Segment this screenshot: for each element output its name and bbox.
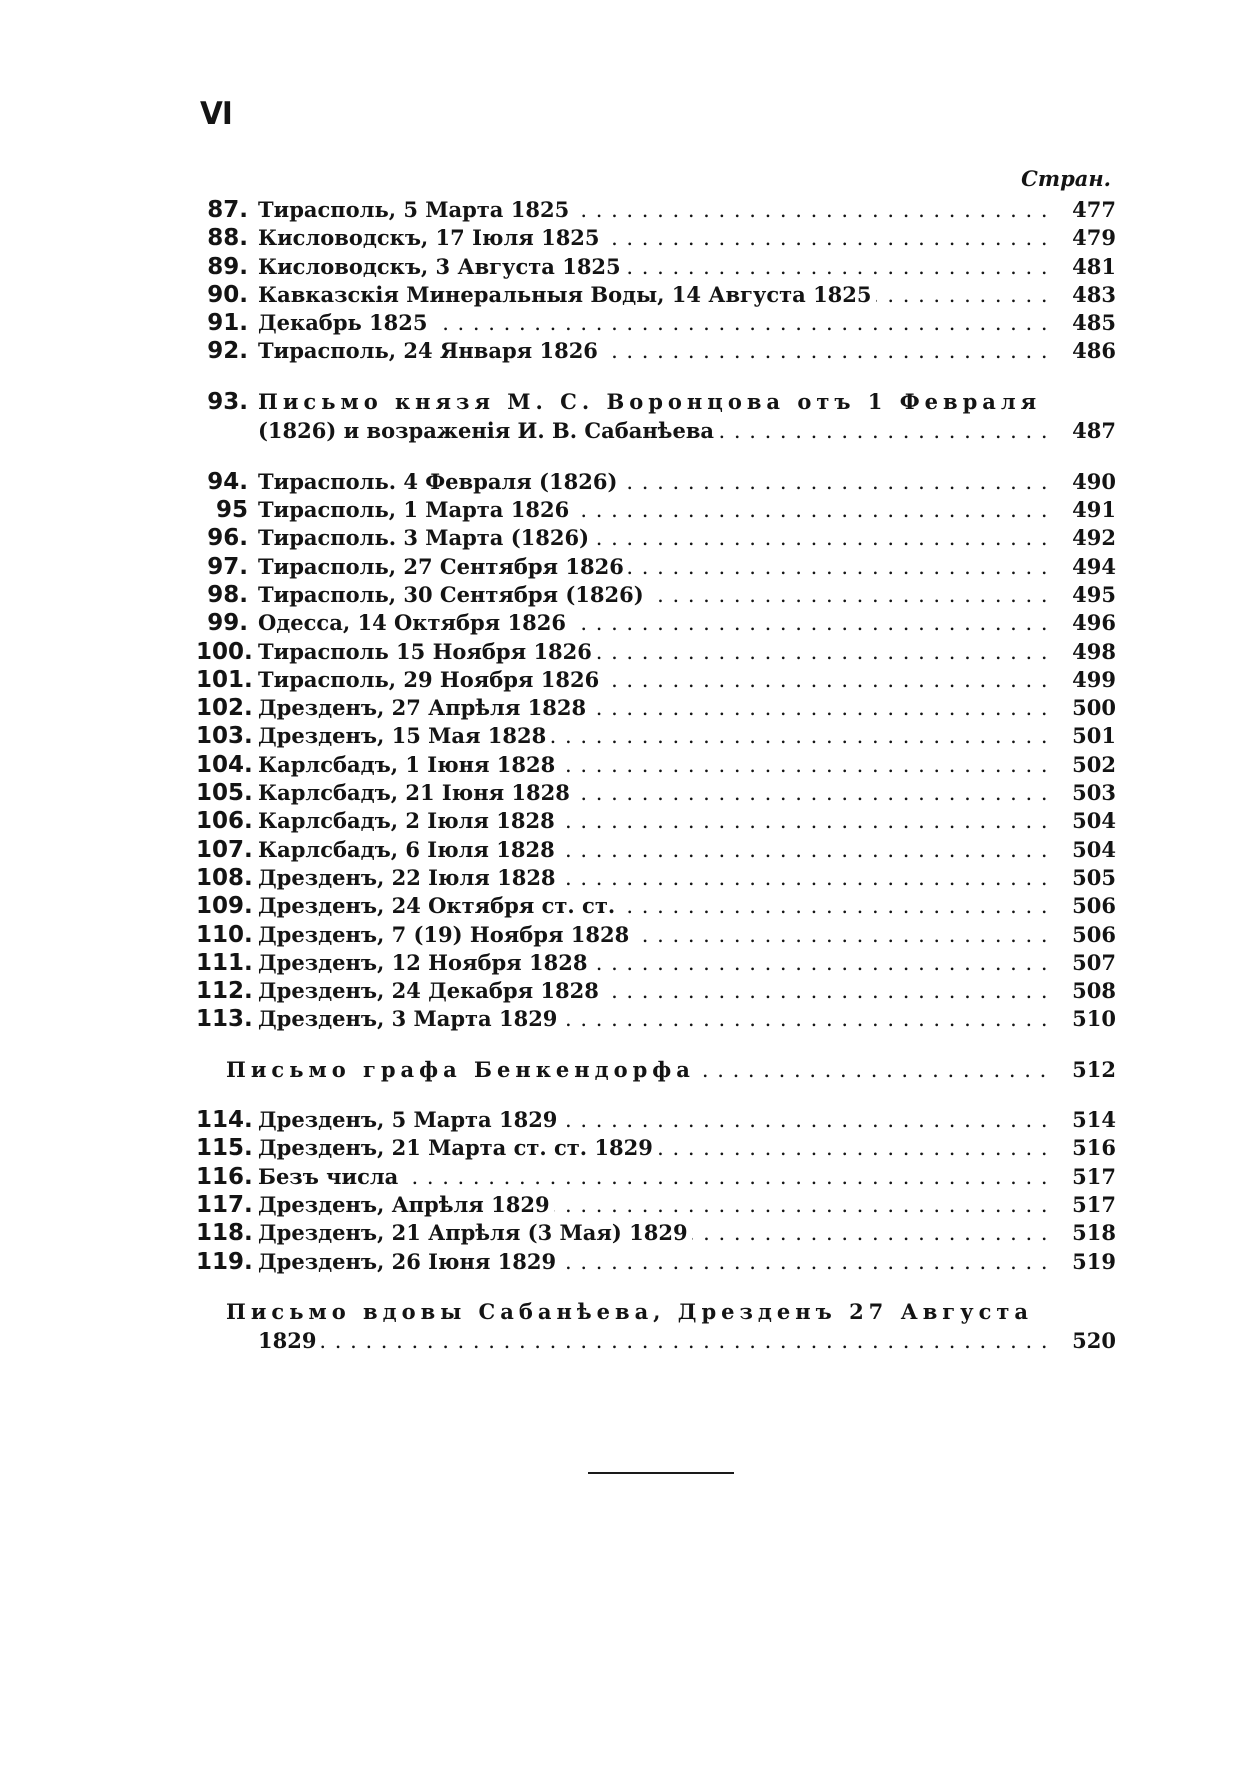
entry-title: Дрезденъ, 26 Іюня 1829 . . . <box>258 1248 1054 1276</box>
entry-title: Тирасполь 15 Ноября 1826 . . . <box>258 638 1054 666</box>
toc-entry[interactable] <box>196 892 1116 920</box>
entry-title: Дрезденъ, 27 Апрѣля 1828 . . . <box>258 694 1054 722</box>
entry-number: 103. <box>196 723 253 750</box>
entry-number: 88. <box>207 225 248 252</box>
entry-number: 113. <box>196 1006 253 1033</box>
entry-title: Тирасполь, 24 Января 1826 . . . <box>258 337 1054 365</box>
entry-title: Дрезденъ, 15 Мая 1828 . . . <box>258 722 1054 750</box>
toc-entry[interactable] <box>196 1106 1116 1134</box>
entry-number: 105. <box>196 780 253 807</box>
entry-title: Карлсбадъ, 1 Іюня 1828 . . . <box>258 751 1054 779</box>
entry-page: 506 <box>1060 921 1116 949</box>
entry-number: 109. <box>196 893 253 920</box>
entry-page: 496 <box>1060 609 1116 637</box>
entry-number: 114. <box>196 1107 253 1134</box>
entry-title: Тирасполь. 4 Февраля (1826) . . . <box>258 468 1054 496</box>
entry-number: 90. <box>207 281 248 308</box>
entry-page: 501 <box>1060 722 1116 750</box>
entry-page: 486 <box>1060 337 1116 365</box>
entry-page: 504 <box>1060 807 1116 835</box>
entry-title: Тирасполь. 3 Марта (1826) . . . <box>258 524 1054 552</box>
entry-title: Одесса, 14 Октября 1826 . . . <box>258 609 1054 637</box>
toc-entry[interactable] <box>196 949 1116 977</box>
toc-entry[interactable] <box>196 224 1116 252</box>
entry-title-line1: Письмо князя М. С. Воронцова отъ 1 Февраля <box>258 388 1042 414</box>
toc-entry[interactable] <box>196 281 1116 309</box>
entry-title: Дрезденъ, 3 Марта 1829 . . . <box>258 1005 1054 1033</box>
toc-group-1 <box>196 196 1116 366</box>
entry-page: 517 <box>1060 1163 1116 1191</box>
toc-entry[interactable] <box>196 779 1116 807</box>
entry-title: Дрезденъ, 24 Декабря 1828 . . . <box>258 977 1054 1005</box>
entry-title: Карлсбадъ, 6 Іюля 1828 . . . <box>258 836 1054 864</box>
entry-number: 98. <box>207 581 248 608</box>
entry-page: 516 <box>1060 1134 1116 1162</box>
entry-title: Кавказскія Минеральныя Воды, 14 Августа 1825 . . . <box>258 281 1054 309</box>
entry-page: 494 <box>1060 553 1116 581</box>
toc-entry[interactable] <box>196 751 1116 779</box>
toc-entry[interactable] <box>196 196 1116 224</box>
entry-number: 104. <box>196 751 253 778</box>
toc-entry[interactable] <box>196 337 1116 365</box>
toc-entry[interactable] <box>196 496 1116 524</box>
entry-page: 481 <box>1060 253 1116 281</box>
table-of-contents <box>196 196 1116 1356</box>
toc-entry[interactable] <box>196 638 1116 666</box>
entry-title: Тирасполь, 1 Марта 1826 . . . <box>258 496 1054 524</box>
toc-entry[interactable] <box>196 609 1116 637</box>
entry-title-line2: 1829 . . . <box>258 1327 1054 1355</box>
entry-title: Дрезденъ, 7 (19) Ноября 1828 . . . <box>258 921 1054 949</box>
entry-number: 94. <box>207 468 248 495</box>
toc-entry[interactable] <box>196 722 1116 750</box>
entry-number: 117. <box>196 1191 253 1218</box>
entry-page: 512 <box>1060 1056 1116 1084</box>
toc-group-3 <box>196 1106 1116 1276</box>
entry-number: 89. <box>207 253 248 280</box>
entry-page: 520 <box>1060 1327 1116 1355</box>
entry-page: 514 <box>1060 1106 1116 1134</box>
entry-number: 96. <box>207 525 248 552</box>
entry-title: Письмо графа Бенкендорфа . . . <box>226 1056 1054 1084</box>
entry-title: Дрезденъ, 5 Марта 1829 . . . <box>258 1106 1054 1134</box>
entry-number: 116. <box>196 1163 253 1190</box>
toc-entry[interactable] <box>196 309 1116 337</box>
toc-entry[interactable] <box>196 581 1116 609</box>
entry-title: Тирасполь, 30 Сентября (1826) . . . <box>258 581 1054 609</box>
closing-rule <box>588 1472 734 1474</box>
entry-number: 92. <box>207 338 248 365</box>
entry-number: 112. <box>196 978 253 1005</box>
toc-entry[interactable] <box>196 666 1116 694</box>
entry-page: 490 <box>1060 468 1116 496</box>
entry-title: Декабрь 1825 . . . <box>258 309 1054 337</box>
entry-number: 87. <box>207 197 248 223</box>
toc-entry-widow-letter[interactable] <box>196 1298 1116 1356</box>
toc-entry[interactable] <box>196 836 1116 864</box>
toc-entry[interactable] <box>196 1163 1116 1191</box>
entry-page: 483 <box>1060 281 1116 309</box>
page-number: VI <box>200 96 232 132</box>
entry-page: 499 <box>1060 666 1116 694</box>
toc-entry-93[interactable] <box>196 388 1116 446</box>
toc-entry[interactable] <box>196 977 1116 1005</box>
entry-title: Тирасполь, 5 Марта 1825 . . . <box>258 196 1054 224</box>
toc-entry[interactable] <box>196 864 1116 892</box>
entry-title: Тирасполь, 29 Ноября 1826 . . . <box>258 666 1054 694</box>
entry-page: 518 <box>1060 1219 1116 1247</box>
entry-number: 101. <box>196 666 253 693</box>
toc-entry[interactable] <box>196 1248 1116 1276</box>
toc-entry[interactable] <box>196 1191 1116 1219</box>
entry-title: Дрезденъ, 21 Марта ст. ст. 1829 . . . <box>258 1134 1054 1162</box>
entry-number: 97. <box>207 553 248 580</box>
entry-title: Дрезденъ, 12 Ноября 1828 . . . <box>258 949 1054 977</box>
toc-entry[interactable] <box>196 253 1116 281</box>
entry-title: Карлсбадъ, 21 Іюня 1828 . . . <box>258 779 1054 807</box>
toc-entry[interactable] <box>196 468 1116 496</box>
entry-page: 504 <box>1060 836 1116 864</box>
entry-number: 118. <box>196 1220 253 1247</box>
entry-page: 477 <box>1060 196 1116 224</box>
toc-entry[interactable] <box>196 524 1116 552</box>
entry-number: 110. <box>196 921 253 948</box>
toc-entry[interactable] <box>196 1134 1116 1162</box>
entry-title-line2: (1826) и возраженія И. В. Сабанѣева . . . <box>258 417 1054 445</box>
entry-page: 498 <box>1060 638 1116 666</box>
entry-page: 479 <box>1060 224 1116 252</box>
entry-number: 106. <box>196 808 253 835</box>
entry-title: Кисловодскъ, 17 Іюля 1825 . . . <box>258 224 1054 252</box>
entry-page: 508 <box>1060 977 1116 1005</box>
entry-page: 507 <box>1060 949 1116 977</box>
entry-page: 505 <box>1060 864 1116 892</box>
entry-page: 500 <box>1060 694 1116 722</box>
entry-title: Безъ числа . . . <box>258 1163 1054 1191</box>
entry-page: 503 <box>1060 779 1116 807</box>
entry-title: Дрезденъ, 22 Іюля 1828 . . . <box>258 864 1054 892</box>
entry-title-line1: Письмо вдовы Сабанѣева, Дрезденъ 27 Августа <box>226 1298 1034 1324</box>
entry-title: Дрезденъ, Апрѣля 1829 . . . <box>258 1191 1054 1219</box>
entry-number: 102. <box>196 695 253 722</box>
toc-entry-benckendorff[interactable] <box>196 1056 1116 1084</box>
entry-number: 91. <box>207 310 248 337</box>
toc-group-2 <box>196 468 1116 1034</box>
entry-page: 492 <box>1060 524 1116 552</box>
entry-title: Дрезденъ, 21 Апрѣля (3 Мая) 1829 . . . <box>258 1219 1054 1247</box>
entry-page: 510 <box>1060 1005 1116 1033</box>
entry-page: 485 <box>1060 309 1116 337</box>
toc-entry[interactable] <box>196 1219 1116 1247</box>
entry-number: 108. <box>196 864 253 891</box>
column-heading-pages: Стран. <box>1021 166 1111 191</box>
entry-number: 107. <box>196 836 253 863</box>
toc-entry[interactable] <box>196 694 1116 722</box>
entry-page: 506 <box>1060 892 1116 920</box>
entry-page: 502 <box>1060 751 1116 779</box>
entry-title: Карлсбадъ, 2 Іюля 1828 . . . <box>258 807 1054 835</box>
entry-title: Дрезденъ, 24 Октября ст. ст. . . . <box>258 892 1054 920</box>
toc-entry[interactable] <box>196 921 1116 949</box>
entry-page: 487 <box>1060 417 1116 445</box>
entry-number: 95 <box>215 497 248 524</box>
entry-page: 517 <box>1060 1191 1116 1219</box>
entry-number: 111. <box>196 949 253 976</box>
entry-number: 99. <box>207 610 248 637</box>
entry-number: 119. <box>196 1248 253 1275</box>
entry-page: 495 <box>1060 581 1116 609</box>
entry-number: 100. <box>196 638 253 665</box>
toc-entry[interactable] <box>196 553 1116 581</box>
entry-title: Тирасполь, 27 Сентября 1826 . . . <box>258 553 1054 581</box>
entry-number: 93. <box>207 388 248 415</box>
entry-title: Кисловодскъ, 3 Августа 1825 . . . <box>258 253 1054 281</box>
toc-entry[interactable] <box>196 807 1116 835</box>
entry-page: 491 <box>1060 496 1116 524</box>
entry-number: 115. <box>196 1135 253 1162</box>
entry-page: 519 <box>1060 1248 1116 1276</box>
toc-entry[interactable] <box>196 1005 1116 1033</box>
